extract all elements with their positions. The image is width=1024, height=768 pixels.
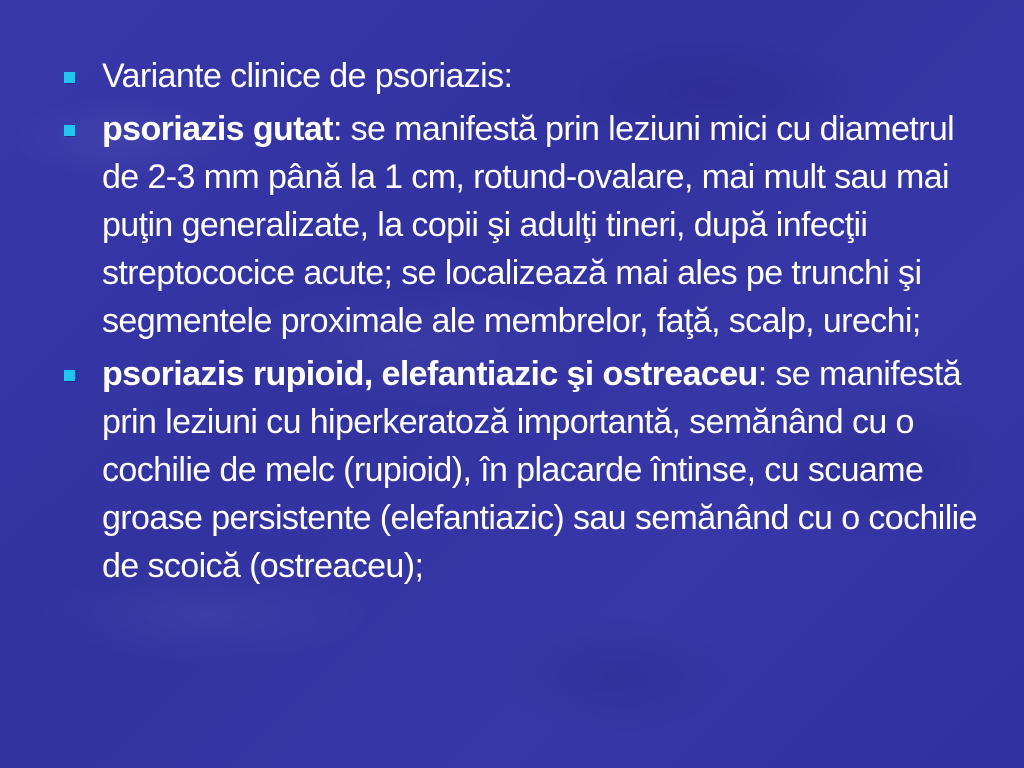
square-bullet-icon	[64, 72, 75, 83]
bullet-item-psoriazis-gutat	[62, 105, 982, 345]
bullet-text: Variante clinice de psoriazis:	[102, 57, 513, 95]
bullet-text: : se manifestă prin leziuni cu hiperkeratoză importantă, semănând cu o cochilie de melc (rupioid), în placarde întinse, cu scuame groase persistente (elefantiazic) sau semănând cu o cochilie de scoică (ostreaceu);	[102, 355, 977, 585]
bullet-list	[62, 52, 982, 595]
bullet-item-variante	[62, 52, 982, 100]
bullet-term: psoriazis gutat	[102, 110, 333, 148]
square-bullet-icon	[64, 370, 75, 381]
bullet-term: psoriazis rupioid, elefantiazic şi ostreaceu	[102, 355, 758, 393]
bullet-text: : se manifestă prin leziuni mici cu diametrul de 2-3 mm până la 1 cm, rotund-ovalare, mai mult sau mai puţin generalizate, la copii şi adulţi tineri, după infecţii streptococice acute; se localizează mai ales pe trunchi şi segmentele proximale ale membrelor, faţă, scalp, urechi;	[102, 110, 955, 340]
square-bullet-icon	[64, 125, 75, 136]
bullet-item-psoriazis-rupioid	[62, 350, 982, 590]
